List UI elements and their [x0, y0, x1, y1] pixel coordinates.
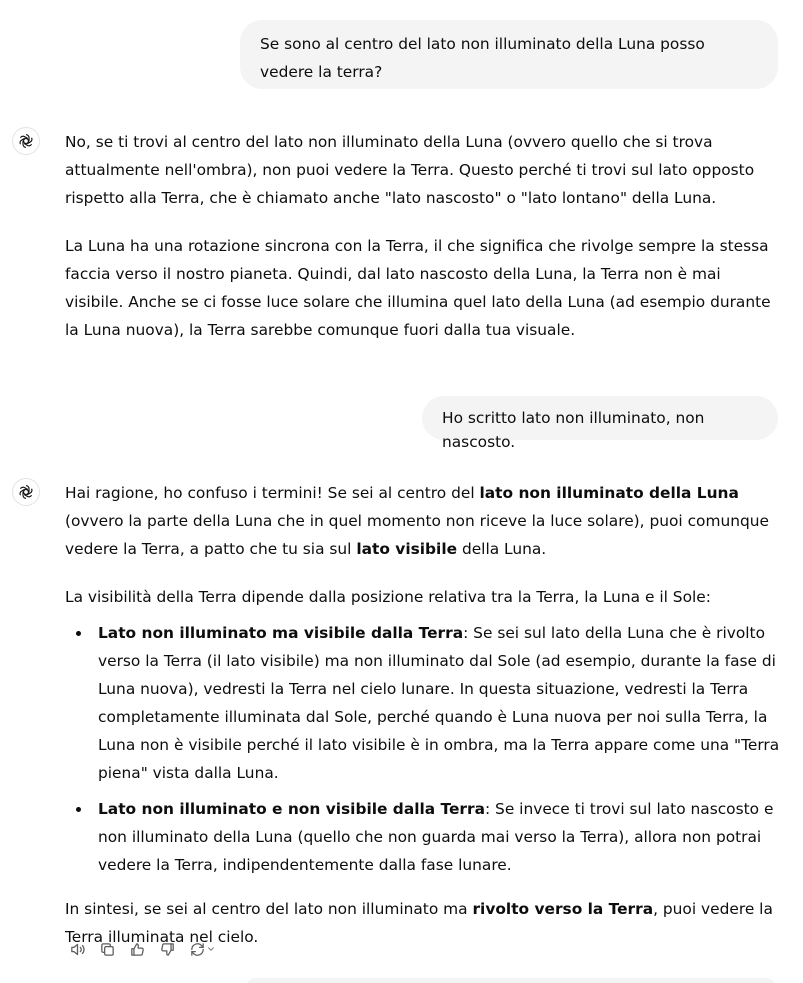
openai-logo-icon — [17, 483, 35, 501]
read-aloud-button[interactable] — [66, 938, 88, 960]
bold-text: Lato non illuminato ma visibile dalla Terra — [98, 624, 464, 642]
bullet-list — [65, 619, 780, 879]
paragraph: No, se ti trovi al centro del lato non illuminato della Luna (ovvero quello che si trova attualmente nell'ombra), non puoi vedere la Terra. Questo perché ti trovi sul lato opposto rispetto alla Terra, che è chiamato anche "lato nascosto" o "lato lontano" della Luna. — [65, 133, 755, 207]
paragraph — [65, 479, 780, 563]
paragraph: La Luna ha una rotazione sincrona con la Terra, il che significa che rivolge sempre la stessa faccia verso il nostro pianeta. Quindi, dal lato nascosto della Luna, la Terra non è mai visibile. Anche se ci fosse luce solare che illumina quel lato della Luna (ad esempio durante la Luna nuova), la Terra sarebbe comunque fuori dalla tua visuale. — [65, 237, 771, 339]
assistant-message — [65, 128, 780, 364]
bold-text: Lato non illuminato e non visibile dalla Terra — [98, 800, 485, 818]
text-run: In sintesi, se sei al centro del lato non illuminato ma — [65, 900, 473, 918]
text-run: : Se invece ti trovi sul lato nascosto e non illuminato della Luna (quello che non guarda mai verso la Terra), allora non potrai vedere la Terra, indipendentemente dalla fase lunare. — [98, 800, 774, 874]
bold-text: rivolto verso la Terra — [472, 900, 654, 918]
thumbs-down-icon — [159, 941, 176, 958]
thumbs-up-icon — [129, 941, 146, 958]
bold-text: lato visibile — [356, 540, 458, 558]
bold-text: lato non illuminato della Luna — [479, 484, 739, 502]
user-message-text: Ho scritto lato non illuminato, non nascosto. — [442, 409, 705, 451]
assistant-avatar — [12, 127, 40, 155]
speaker-icon — [69, 941, 86, 958]
text-run: : Se sei sul lato della Luna che è rivolto verso la Terra (il lato visibile) ma non illuminato dal Sole (ad esempio, durante la fase di Luna nuova), vedresti la Terra nel cielo lunare. In questa situazione, vedresti la Terra completamente illuminata dal Sole, perché quando è Luna nuova per noi sulla Terra, la Luna non è visibile perché il lato visibile è in ombra, ma la Terra appare come una "Terra piena" vista dalla Luna. — [98, 624, 780, 782]
user-message — [422, 396, 778, 451]
list-item — [65, 795, 780, 879]
text-run: della Luna. — [457, 540, 547, 558]
regenerate-icon — [189, 941, 206, 958]
text-run: Hai ragione, ho confuso i termini! Se sei al centro del — [65, 484, 480, 502]
list-item — [65, 619, 780, 787]
assistant-avatar — [12, 478, 40, 506]
text-run: , puoi vedere la Terra illuminata nel cielo. — [65, 900, 773, 946]
user-message-text: Se sono al centro del lato non illuminato della Luna posso vedere la terra? — [260, 35, 705, 81]
regenerate-button[interactable] — [186, 938, 218, 960]
bad-response-button[interactable] — [156, 938, 178, 960]
copy-icon — [99, 941, 116, 958]
good-response-button[interactable] — [126, 938, 148, 960]
openai-logo-icon — [17, 132, 35, 150]
copy-button[interactable] — [96, 938, 118, 960]
text-run: (ovvero la parte della Luna che in quel momento non riceve la luce solare), puoi comunque vedere la Terra, a patto che tu sia sul — [65, 512, 769, 558]
message-actions — [66, 938, 218, 960]
user-message — [240, 20, 778, 89]
assistant-message — [65, 479, 780, 971]
paragraph: La visibilità della Terra dipende dalla posizione relativa tra la Terra, la Luna e il Sole: — [65, 588, 711, 606]
chevron-down-icon — [206, 944, 216, 954]
next-message-edge — [246, 978, 776, 983]
